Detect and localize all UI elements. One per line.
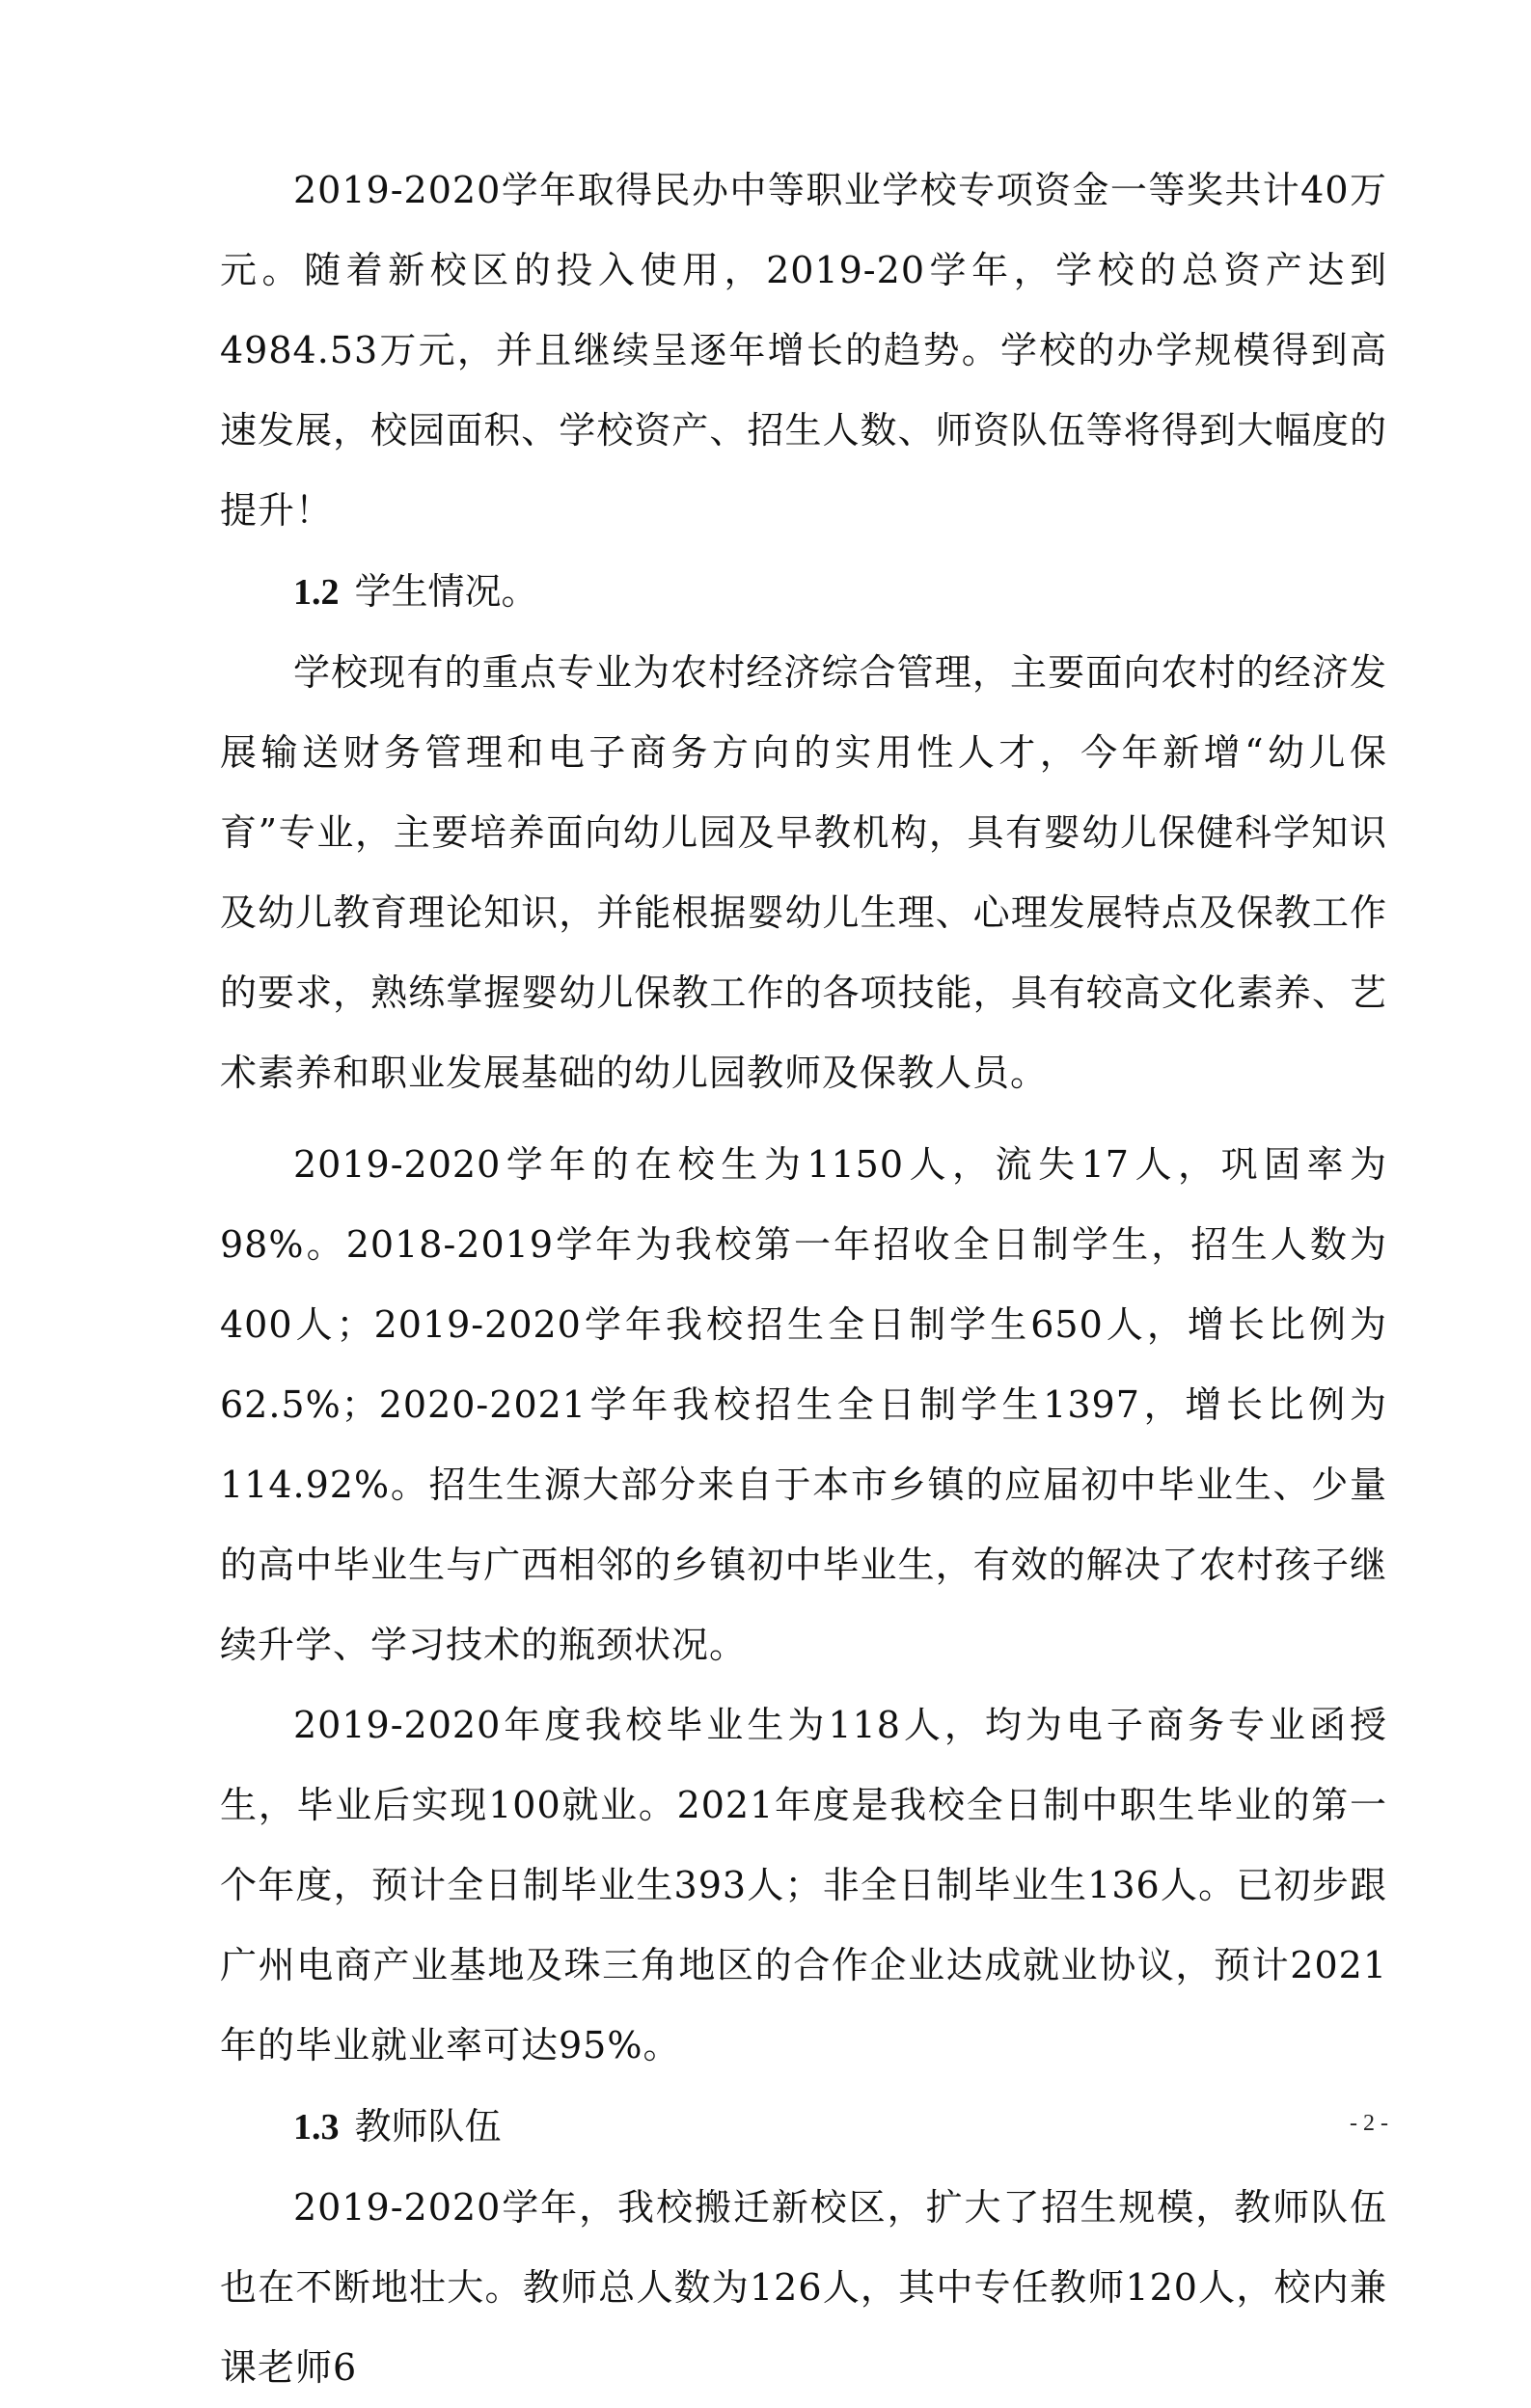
paragraph-majors: 学校现有的重点专业为农村经济综合管理，主要面向农村的经济发展输送财务管理和电子商务方向的实用性人才，今年新增“幼儿保育”专业，主要培养面向幼儿园及早教机构，具有婴幼儿保健科学知识及幼儿教育理论知识，并能根据婴幼儿生理、心理发展特点及保教工作的要求，熟练掌握婴幼儿保教工作的各项技能，具有较高文化素养、艺术素养和职业发展基础的幼儿园教师及保教人员。 xyxy=(220,651,1387,1094)
section-heading-teachers xyxy=(220,2086,1387,2168)
section-title: 教师队伍 xyxy=(354,2105,502,2148)
page-number: - 2 - xyxy=(1350,2111,1388,2136)
paragraph-teaching-staff: 2019-2020学年，我校搬迁新校区，扩大了招生规模，教师队伍也在不断地壮大。教师总人数为126人，其中专任教师120人，校内兼课老师6 xyxy=(220,2186,1387,2389)
paragraph-graduates: 2019-2020年度我校毕业生为118人，均为电子商务专业函授生，毕业后实现100就业。2021年度是我校全日制中职生毕业的第一个年度，预计全日制毕业生393人；非全日制毕业生136人。已初步跟广州电商产业基地及珠三角地区的合作企业达成就业协议，预计2021年的毕业就业率可达95%。 xyxy=(220,1704,1387,2066)
section-number: 1.3 xyxy=(293,2107,340,2148)
paragraph-funding-assets: 2019-2020学年取得民办中等职业学校专项资金一等奖共计40万元。随着新校区的投入使用，2019-20学年，学校的总资产达到4984.53万元，并且继续呈逐年增长的趋势。学校的办学规模得到高速发展，校园面积、学校资产、招生人数、师资队伍等将得到大幅度的提升！ xyxy=(220,169,1387,532)
paragraph-enrollment: 2019-2020学年的在校生为1150人，流失17人，巩固率为98%。2018-2019学年为我校第一年招收全日制学生，招生人数为400人；2019-2020学年我校招生全日制学生650人，增长比例为62.5%；2020-2021学年我校招生全日制学生1397，增长比例为114.92%。招生生源大部分来自于本市乡镇的应届初中毕业生、少量的高中毕业生与广西相邻的乡镇初中毕业生，有效的解决了农村孩子继续升学、学习技术的瓶颈状况。 xyxy=(220,1143,1387,1666)
section-title: 学生情况。 xyxy=(354,570,538,613)
section-heading-students xyxy=(220,551,1387,633)
section-number: 1.2 xyxy=(293,572,340,613)
document-body xyxy=(220,150,1387,2408)
